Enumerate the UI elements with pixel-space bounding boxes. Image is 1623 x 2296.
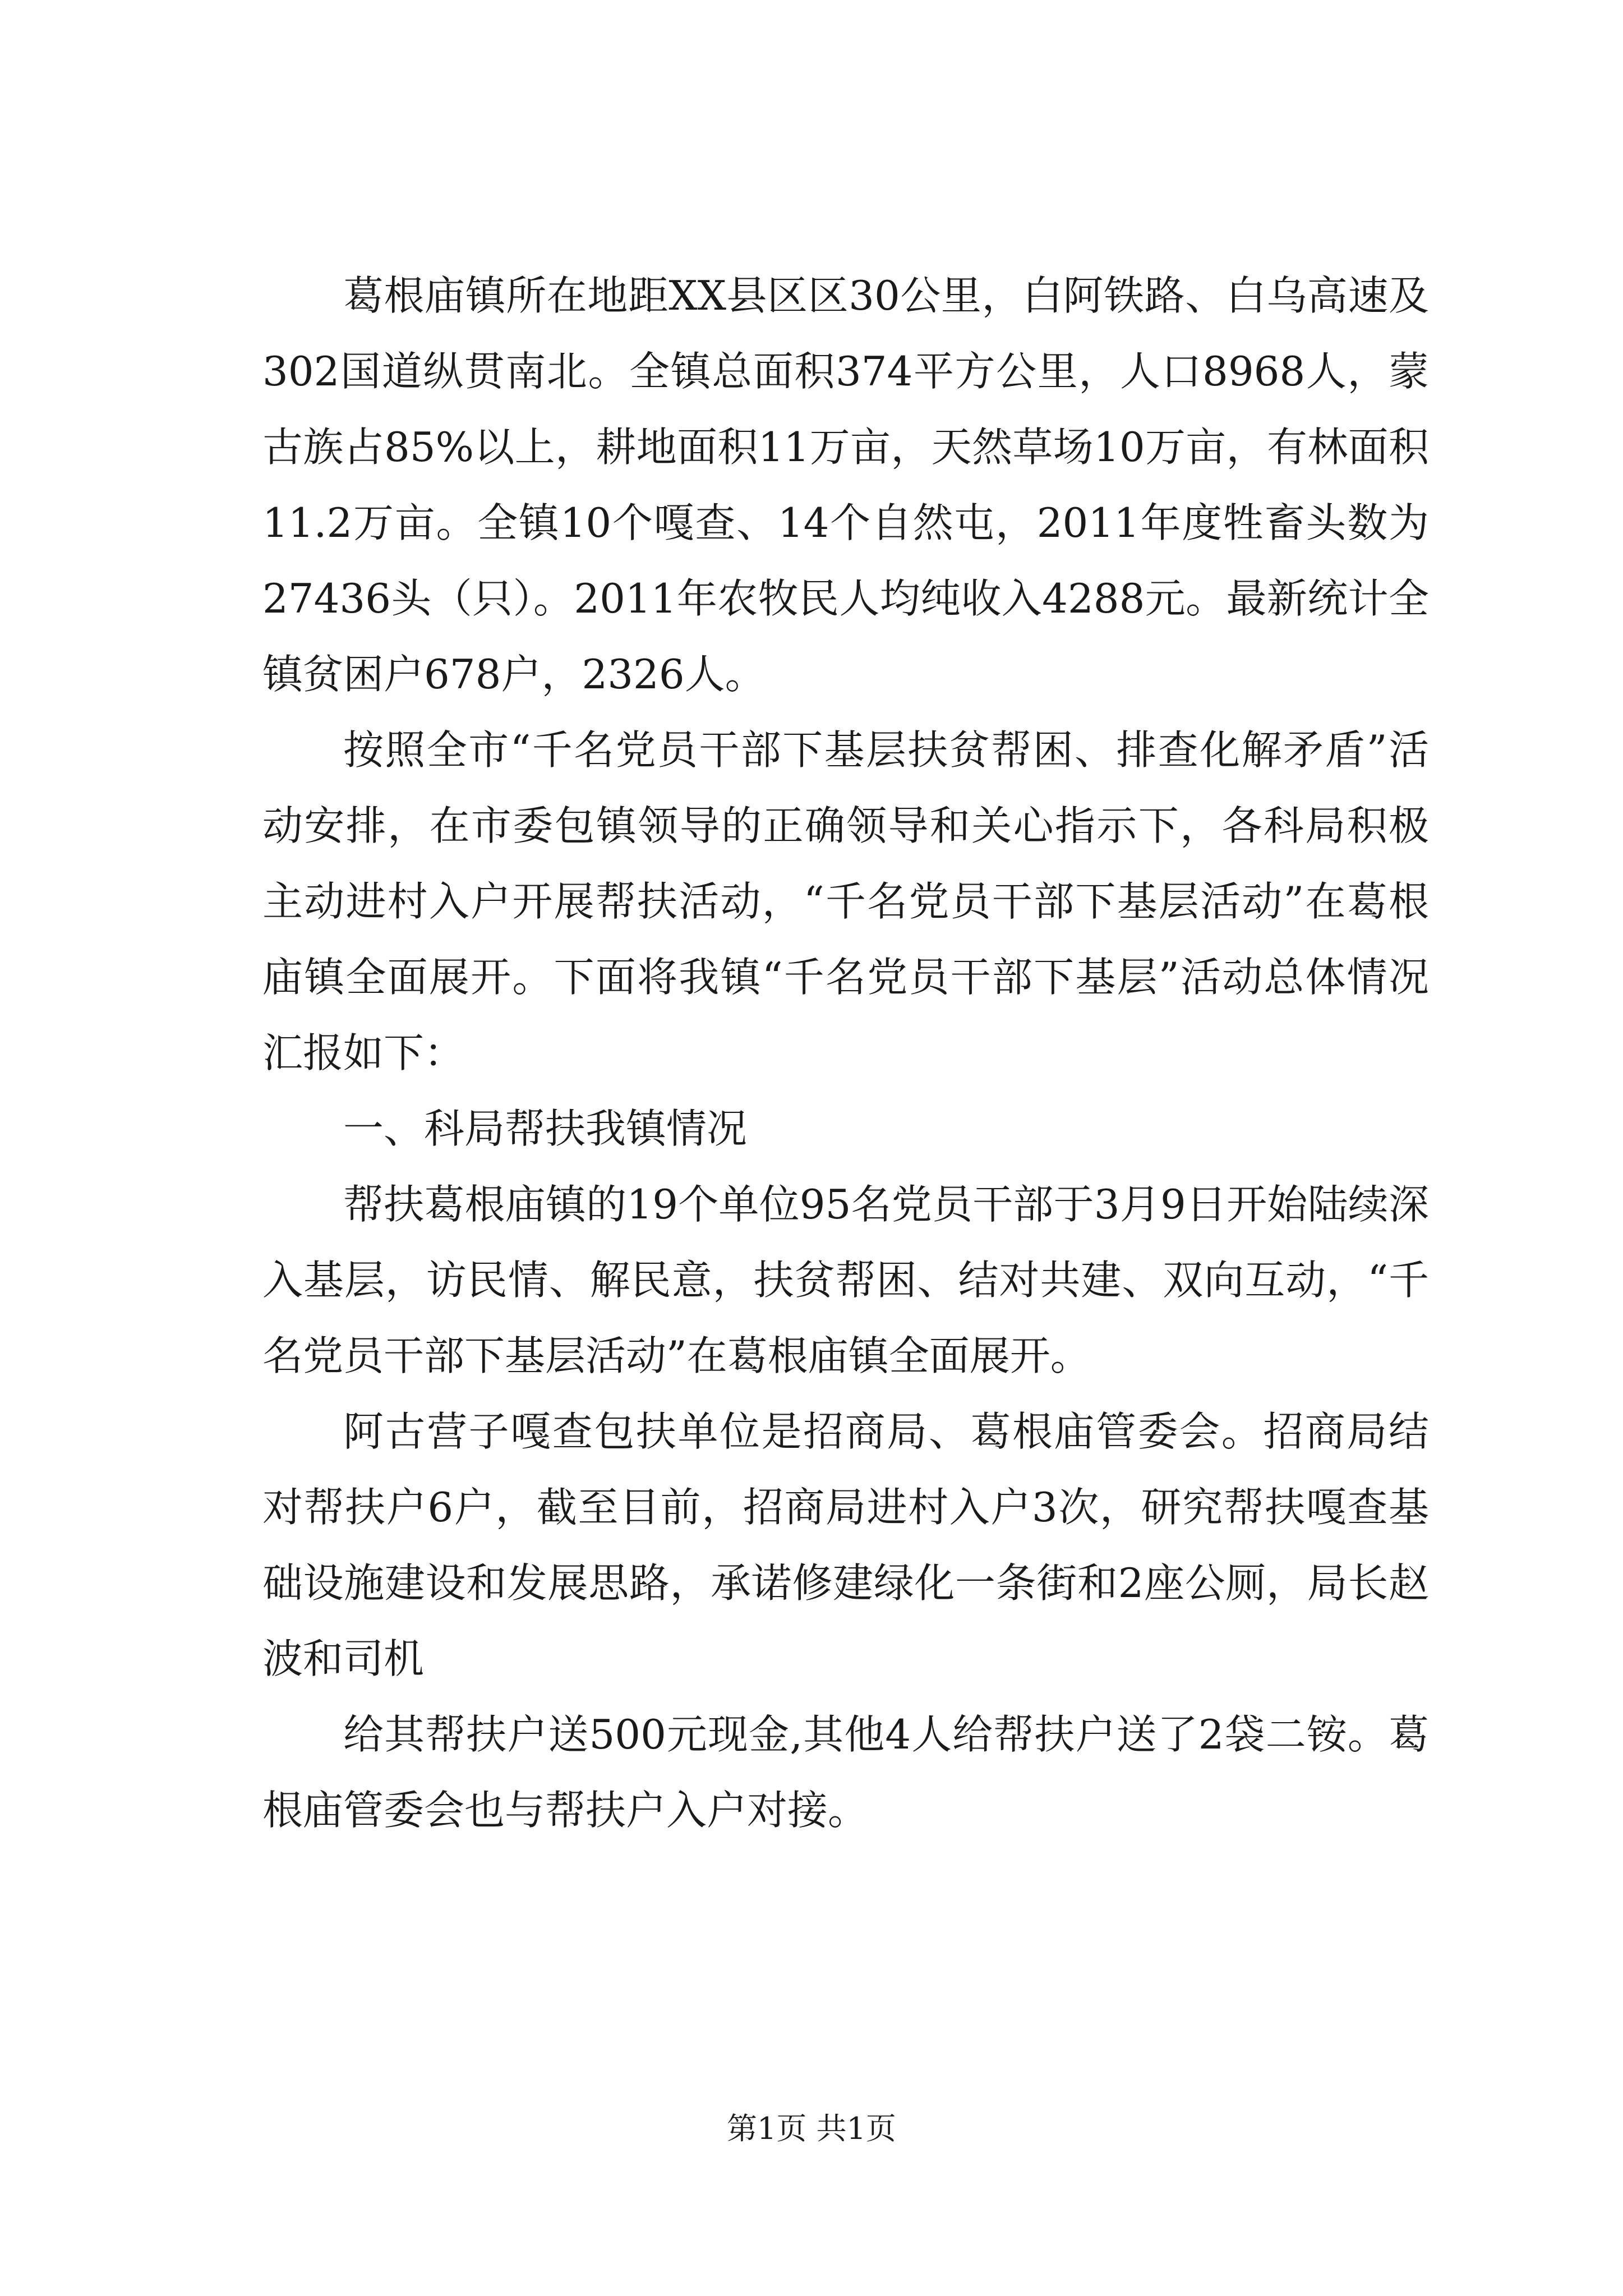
paragraph-aguyingzi-gacha: 阿古营子嘎查包扶单位是招商局、葛根庙管委会。招商局结对帮扶户6户，截至目前，招商局进村入户3次，研究帮扶嘎查基础设施建设和发展思路，承诺修建绿化一条街和2座公厕，局长赵波和司机 xyxy=(262,1408,1429,1682)
paragraph-cash-donation: 给其帮扶户送500元现金,其他4人给帮扶户送了2袋二铵。葛根庙管委会也与帮扶户入户对接。 xyxy=(262,1711,1429,1834)
paragraph-town-overview: 葛根庙镇所在地距XX县区区30公里，白阿铁路、白乌高速及302国道纵贯南北。全镇总面积374平方公里，人口8968人，蒙古族占85%以上，耕地面积11万亩，天然草场10万亩，有林面积11.2万亩。全镇10个嘎查、14个自然屯，2011年度牲畜头数为27436头（只）。2011年农牧民人均纯收入4288元。最新统计全镇贫困户678户，2326人。 xyxy=(262,272,1429,698)
paragraph-assisting-units: 帮扶葛根庙镇的19个单位95名党员干部于3月9日开始陆续深入基层，访民情、解民意，扶贫帮困、结对共建、双向互动，“千名党员干部下基层活动”在葛根庙镇全面展开。 xyxy=(262,1181,1429,1379)
document-body xyxy=(262,258,1429,1848)
paragraph-activity-background: 按照全市“千名党员干部下基层扶贫帮困、排查化解矛盾”活动安排，在市委包镇领导的正确领导和关心指示下，各科局积极主动进村入户开展帮扶活动，“千名党员干部下基层活动”在葛根庙镇全面展开。下面将我镇“千名党员干部下基层”活动总体情况汇报如下： xyxy=(262,726,1429,1076)
page-footer: 第1页 共1页 xyxy=(727,2111,896,2146)
section-heading-bureau-assistance: 一、科局帮扶我镇情况 xyxy=(343,1105,748,1152)
